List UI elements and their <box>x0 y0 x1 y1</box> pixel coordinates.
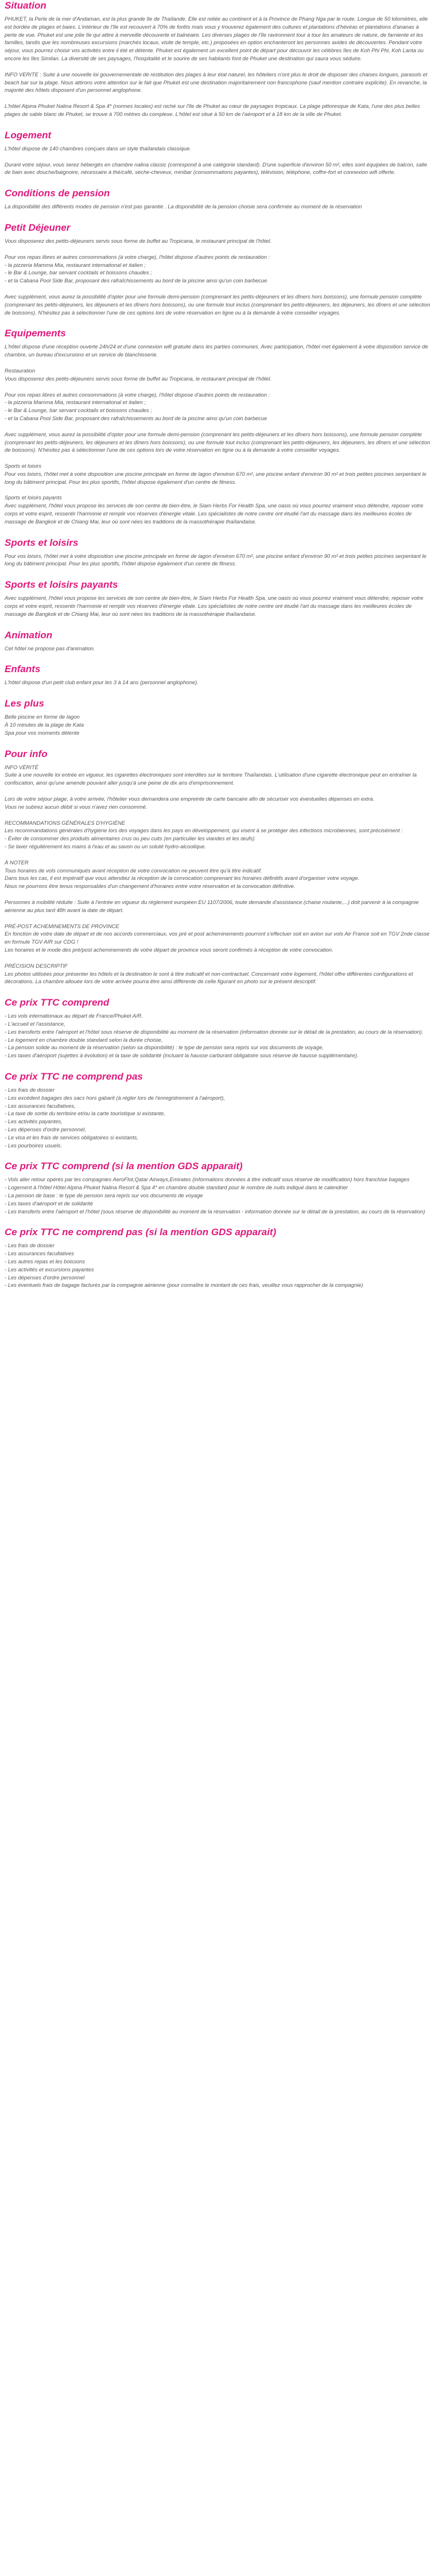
section-title: Equipements <box>5 328 66 339</box>
paragraph: Personnes à mobilité réduite : Suite à l'entrée en vigueur du règlement européen EU 1107/2006, toute demande d'assistance (chaise roulante,...) doit parvenir à la compagnie aérienne au plus tard 48h avant la date de départ. <box>5 899 419 913</box>
section-title: Petit Déjeuner <box>5 222 71 233</box>
section-sports-loisirs <box>5 537 430 568</box>
section-prix-comprend-gds <box>5 1161 430 1215</box>
paragraph: PRÉCISION DESCRIPTIF Les photos utilisées pour présenter les hôtels et la destination le sont à titre indicatif et non-contractuel. Concernant votre logement, l'hôtel offre différentes configurations et décorations. La chambre allouée lors de votre arrivée pourra être ainsi différente de celle figurant en photo sur le présent descriptif. <box>5 962 413 985</box>
section-prix-ne-comprend-pas-gds <box>5 1227 430 1289</box>
section-logement <box>5 130 430 176</box>
paragraph: Belle piscine en forme de lagon À 10 minutes de la plage de Kata Spa pour vos moments détente <box>5 713 84 736</box>
paragraph: Restauration Vous disposerez des petits-déjeuners servis sous forme de buffet au Tropicana, le restaurant principal de l'hôtel. <box>5 367 272 382</box>
paragraph: - Les frais de dossier - Les excédent bagages des sacs hors gabarit (à régler lors de l'enregistrement à l'aéroport), - Les assurances facultatives, - La taxe de sortie du territoire et/ou la carte touristique si existante, - Les activités payantes, - Les dépenses d'ordre personnel, - Le visa et les frais de services obligatoires si existants, - Les pourboires usuels. <box>5 1086 225 1149</box>
paragraph: INFO VERITE : Suite à une nouvelle loi gouvernementale de restitution des plages à leur état naturel, les hôteliers n'ont plus le droit de disposer des chaises longues, parasols et beach bar sur la plage. Nous attirons votre attention sur le fait que Phuket est une destination majoritairement non francophone (sauf mention contraire explicite). En revanche, la majorité des hôtels disposent d'un personnel anglophone. <box>5 71 428 94</box>
section-pour-info <box>5 748 430 986</box>
section-animation <box>5 630 430 653</box>
section-petit-dejeuner <box>5 222 430 316</box>
section-title: Enfants <box>5 664 41 675</box>
section-title: Les plus <box>5 698 44 709</box>
paragraph: La disponibilité des différents modes de pension n'est pas garantie . La disponibilité de la pension choisie sera confirmée au moment de la réservation <box>5 203 362 210</box>
section-les-plus <box>5 698 430 736</box>
paragraph: Pour vos loisirs, l'hôtel met à votre disposition une piscine principale en forme de lagon d'environ 670 m², une piscine enfant d'environ 90 m² et trois petites piscines serpentant le long du bâtiment principal. Pour les plus sportifs, l'hôtel dispose également d'un centre de fitness. <box>5 552 426 567</box>
paragraph: L'hôtel dispose d'un petit club enfant pour les 3 à 14 ans (personnel anglophone). <box>5 679 199 686</box>
paragraph: L'hôtel dispose d'une réception ouverte 24h/24 et d'une connexion wifi gratuite dans les parties communes. Avec participation, l'hôtel met également à votre disposition service de chambre, un bureau d'excursions et un service de blanchisserie. <box>5 343 428 358</box>
paragraph: Sports et loisirs payants Avec supplément, l'hôtel vous propose les services de son centre de bien-être, le Siam Herbs For Health Spa, une oasis où vous pourrez vraiment vous détendre, reposer votre corps et votre esprit, ressentir l'harmonie et remplir vos réserves d'énergie vitale. Les spécialistes de notre centre ont étudié l'art du massage dans les meilleures écoles de massage de Bangkok et de Chiang Mai, leur où sont nées les traditions de la massothérapie thaïlandaise. <box>5 494 424 525</box>
paragraph: Lors de votre séjour plage, à votre arrivée, l'hôtelier vous demandera une empreinte de carte bancaire afin de sécuriser vos éventuelles dépenses en extra. Vous ne subirez aucun débit si vous n'avez rien consommé. <box>5 796 375 810</box>
paragraph: Pour vos repas libres et autres consommations (à votre charge), l'hôtel dispose d'autres points de restauration : - la pizzeria Mamma Mia, restaurant international et italien ; - le Bar & Lounge, bar servant cocktails et boissons chaudes ; - et la Cabana Pool Side Bar, proposant des rafraîchissements au bord de la piscine ainsi qu'un coin barbecue <box>5 253 270 284</box>
paragraph: Cet hôtel ne propose pas d'animation. <box>5 645 95 651</box>
section-title: Ce prix TTC ne comprend pas (si la mention GDS apparait) <box>5 1227 277 1238</box>
section-title: Sports et loisirs payants <box>5 579 118 591</box>
paragraph: INFO VÉRITÉ Suite à une nouvelle loi entrée en vigueur, les cigarettes électroniques sont interdites sur le territoire Thaïlandais. L'utilisation d'une cigarette électronique peut en entraîner la confiscation, ainsi qu'une amende pouvant aller jusqu'à une peine de dix ans d'emprisonnement. <box>5 763 417 786</box>
section-title: Conditions de pension <box>5 188 110 199</box>
paragraph: Pour vos repas libres et autres consommations (à votre charge), l'hôtel dispose d'autres points de restauration : - la pizzeria Mamma Mia, restaurant international et italien ; - le Bar & Lounge, bar servant cocktails et boissons chaudes ; - et la Cabana Pool Side Bar, proposant des rafraîchissements au bord de la piscine ainsi qu'un coin barbecue <box>5 391 270 421</box>
paragraph: - Vols aller retour opérés par les compagnies AeroFlot,Qatar Airways,Emirates (informations données à titre indicatif sous réserve de modification) hors franchise bagages - Logement à l'hôtel Hôtel Alpina Phuket Nalina Resort & Spa 4* en chambre double standard pour le nombre de nuits indiqué dans le calendrier - La pension de base : le type de pension sera repris sur vos documents de voyage - Les taxes d'aéroport et de solidarité - Les transferts entre l'aéroport et l'hôtel (sous réserve de disponibilité au moment de la réservation - information donnée sur le détail de la prestation, au cours de la réservation) <box>5 1176 425 1215</box>
paragraph: PRÉ-POST ACHEMINEMENTS DE PROVINCE En fonction de votre date de départ et de nos accords commerciaux, vos pré et post acheminements pourront s'effectuer soit en avion sur vols Air France soit en TGV 2nde classe en formule TGV AIR sur CDG ! Les horaires et le mode des pré/post acheminements de votre départ de province vous seront confirmés à réception de votre convocation. <box>5 922 430 953</box>
paragraph: Avec supplément, vous aurez la possibilité d'opter pour une formule demi-pension (comprenant les petits-déjeuners et les dîners hors boissons), une formule pension complète (comprenant les petits-déjeuners, les déjeuners et les dîners hors boissons), ou une formule tout inclus (comprenant les petits-déjeuners, les déjeuners, les dîners et une sélection de boissons). N'hésitez pas à sélectionner l'une de ces options lors de votre réservation en ligne ou à la demande à votre conseiller voyages. <box>5 430 430 453</box>
section-equipements <box>5 328 430 525</box>
hotel-description <box>5 0 430 1289</box>
section-prix-comprend <box>5 997 430 1060</box>
paragraph: - Les vols internationaux au départ de France/Phuket A/R. - L'accueil et l'assistance, - Les transferts entre l'aéroport et l'hôtel sous réserve de disponibilité au moment de la réservation (information donnée sur le détail de la prestation, au cours de la réservation). - Le logement en chambre double standard selon la durée choisie, - La pension solide au moment de la réservation (selon sa disponibilité) : le type de pension sera repris sur vos documents de voyage, - Les taxes d'aéroport (sujettes à évolution) et la taxe de solidarité (incluant la hausse carburant obligatoire sous réserve de hausse supplémentaire). <box>5 1012 424 1059</box>
paragraph: Vous disposerez des petits-déjeuners servis sous forme de buffet au Tropicana, le restaurant principal de l'hôtel. <box>5 237 272 244</box>
section-title: Logement <box>5 129 52 141</box>
section-prix-ne-comprend-pas <box>5 1071 430 1149</box>
paragraph: L'hôtel Alpina Phuket Nalina Resort & Spa 4* (normes locales) est niché sur l'île de Phuket au cœur de paysages tropicaux. La plage pittoresque de Kata, l'une des plus belles plages de sable blanc de Phuket, se trouve à 700 mètres du complexe. L'hôtel est situé à 50 km de l'aéroport et à 18 km de la ville de Phuket. <box>5 103 420 117</box>
paragraph: - Les frais de dossier - Les assurances facultatives - Les autres repas et les boissons - Les activités et excursions payantes - Les dépenses d'ordre personnel - Les éventuels frais de bagage facturés par la compagnie aérienne (pour connaître le montant de ces frais, veuillez vous rapprocher de la compagnie) <box>5 1242 363 1289</box>
section-title: Ce prix TTC comprend <box>5 997 110 1008</box>
paragraph: Avec supplément, vous aurez la possibilité d'opter pour une formule demi-pension (comprenant les petits-déjeuners et les dîners hors boissons), une formule pension complète (comprenant les petits-déjeuners, les déjeuners et les dîners hors boissons), ou une formule tout inclus (comprenant les petits-déjeuners, les déjeuners, les dîners et une sélection de boissons). N'hésitez pas à sélectionner l'une de ces options lors de votre réservation en ligne ou à la demande à votre conseiller voyages. <box>5 293 430 316</box>
paragraph: Durant votre séjour, vous serez hébergés en chambre nalina classic (correspond à une catégorie standard). D'une superficie d'environ 50 m², elles sont équipées de balcon, salle de bain avec douche/baignoire, nécessaire à thé/café, sèche-cheveux, minibar (consommations payantes), télévision, téléphone, coffre-fort et connexion wifi offerte. <box>5 161 428 176</box>
section-conditions-pension <box>5 188 430 211</box>
paragraph: PHUKET, la Perle de la mer d'Andaman, est la plus grande île de Thaïlande. Elle est reliée au continent et à la Province de Phang Nga par le route. Longue de 50 kilomètres, elle est bordée de plages et baies. L'intérieur de l'île est recouvert à 70% de forêts mais vous y trouverez également des cultures et plantations d'hévéas et plantations d'ananas à perte de vue. Phuket est une jolie île qui attire à merveille découverte et balnéaire. Les diverses plages de l'île ravironnent tour à tour les amateurs de nature, de farniente et les familles, tandis que les nombreuses excursions (marchés locaux, visite de temple, etc.) proposées en option enchanteront les personnes avides de découvertes. Pendant votre séjour, vous pourrez choisir vos activités entre il été et détente. Phuket est également un excellent point de départ pour découvrir les célèbres îles de Koh Phi Phi, Koh Lanta ou encore les îles Similan. La diversité de ses paysages, l'hospitalité et le sourire de ses habitants font de Phuket une destination qui saura vous séduire. <box>5 15 428 61</box>
section-title: Animation <box>5 629 53 641</box>
paragraph: Sports et loisirs Pour vos loisirs, l'hôtel met à votre disposition une piscine principale en forme de lagon d'environ 670 m², une piscine enfant d'environ 90 m² et trois petites piscines serpentant le long du bâtiment principal. Pour les plus sportifs, l'hôtel dispose également d'un centre de fitness. <box>5 463 426 485</box>
section-situation <box>5 0 430 118</box>
section-sports-loisirs-payants <box>5 579 430 618</box>
section-title: Ce prix TTC comprend (si la mention GDS apparait) <box>5 1161 243 1172</box>
paragraph: À NOTER Tous horaires de vols communiqués avant réception de votre convocation ne peuvent être qu'à titre indicatif. Dans tous les cas, il est impératif que vous attendiez la réception de la convocation comprenant les horaires définitifs avant d'organiser votre voyage. Nous ne pourrons être tenus responsables d'un changement d'horaires entre votre réservation et la convocation définitive. <box>5 859 360 890</box>
section-title: Pour info <box>5 748 48 759</box>
section-title: Ce prix TTC ne comprend pas <box>5 1070 143 1082</box>
paragraph: L'hôtel dispose de 140 chambres conçues dans un style thaïlandais classique. <box>5 145 191 152</box>
section-enfants <box>5 664 430 686</box>
paragraph: Avec supplément, l'hôtel vous propose les services de son centre de bien-être, le Siam Herbs For Health Spa, une oasis où vous pourrez vraiment vous détendre, reposer votre corps et votre esprit, ressentir l'harmonie et remplir vos réserves d'énergie vitale. Les spécialistes de notre centre ont étudié l'art du massage dans les meilleures écoles de massage de Bangkok et de Chiang Mai, leur où sont nées les traditions de la massothérapie thaïlandaise. <box>5 595 424 617</box>
section-title: Sports et loisirs <box>5 537 79 548</box>
paragraph: RECOMMANDATIONS GÉNÉRALES D'HYGIÈNE Les recommandations générales d'hygiène lors des voyages dans les pays en développement, qui visent à se protéger des infections microbiennes, sont précisément : - Éviter de consommer des produits alimentaires crus ou peu cuits (en particulier les viandes et les œufs) - Se laver régulièrement les mains à l'eau et au savon ou un soluté hydro-alcoolique. <box>5 819 403 850</box>
section-title: Situation <box>5 0 46 11</box>
